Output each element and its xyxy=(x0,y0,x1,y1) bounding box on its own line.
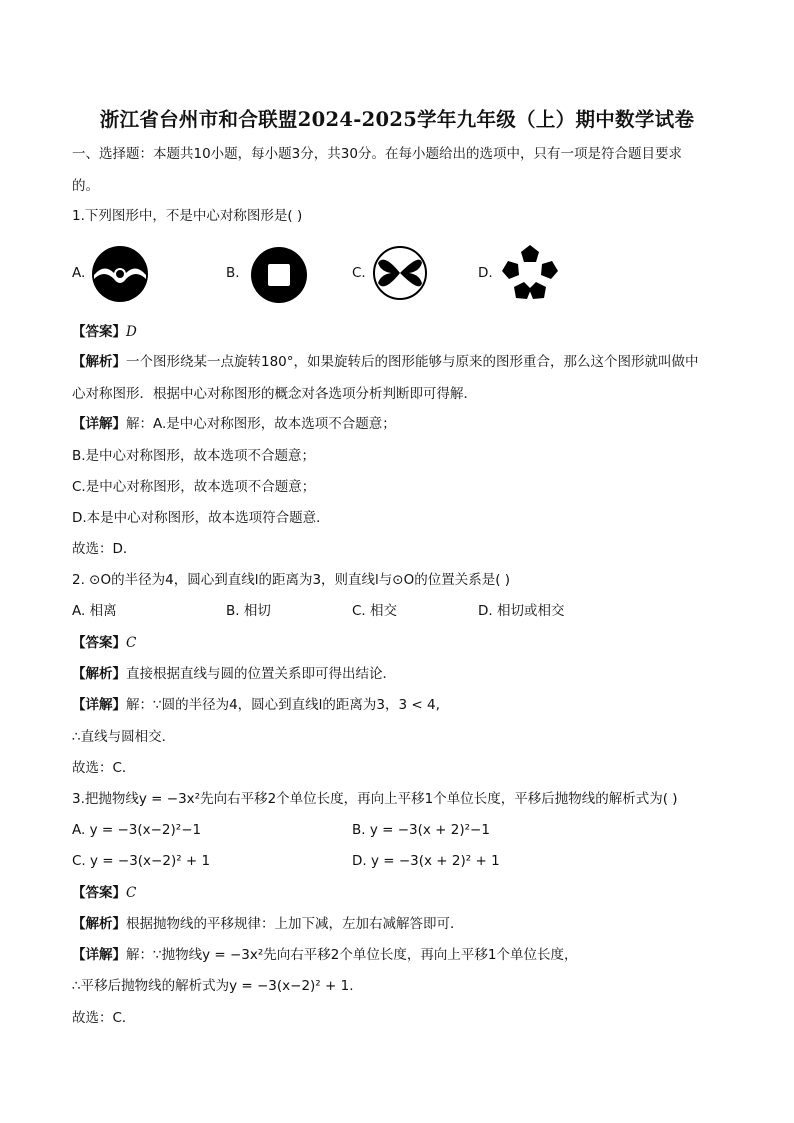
answer-value: C xyxy=(126,635,137,651)
answer-tag: 【答案】 xyxy=(72,885,126,901)
exam-title: 浙江省台州市和合联盟2024-2025学年九年级（上）期中数学试卷 xyxy=(99,108,695,131)
detail-text: 解：∵圆的半径为4，圆心到直线l的距离为3，3 < 4, xyxy=(126,697,440,713)
yin-yang-circle-figure xyxy=(90,245,150,303)
q1-option-b-label: B. xyxy=(226,265,240,281)
q1-detail-line4: D.本是中心对称图形，故本选项符合题意． xyxy=(72,510,330,526)
q2-choice: 故选：C． xyxy=(72,760,136,776)
q1-option-c-label: C. xyxy=(352,265,366,281)
detail-text: 解：∵抛物线y = −3x²先向右平移2个单位长度，再向上平移1个单位长度， xyxy=(126,947,578,963)
detail-tag: 【详解】 xyxy=(72,416,126,432)
q3-answer xyxy=(72,883,136,903)
q2-answer xyxy=(72,633,136,653)
answer-value: C xyxy=(126,885,137,901)
q1-detail-line1 xyxy=(72,414,396,434)
q1-answer xyxy=(72,322,137,342)
analysis-tag: 【解析】 xyxy=(72,354,126,370)
answer-tag: 【答案】 xyxy=(72,324,126,340)
detail-tag: 【详解】 xyxy=(72,947,126,963)
q2-option-c: C. 相交 xyxy=(352,603,398,619)
section-heading-line1: 一、选择题：本题共10小题，每小题3分，共30分。在每小题给出的选项中，只有一项是符合题目要求 xyxy=(72,146,682,162)
q2-option-d: D. 相切或相交 xyxy=(478,603,565,619)
q3-choice: 故选：C． xyxy=(72,1010,136,1026)
q3-option-c: C. y = −3(x−2)² + 1 xyxy=(72,853,211,869)
q3-option-b: B. y = −3(x + 2)²−1 xyxy=(352,822,490,838)
q1-detail-line3: C.是中心对称图形，故本选项不合题意； xyxy=(72,479,316,495)
analysis-tag: 【解析】 xyxy=(72,916,126,932)
q2-stem: 2. ⊙O的半径为4，圆心到直线l的距离为3，则直线l与⊙O的位置关系是( ) xyxy=(72,572,511,588)
q1-detail-line2: B.是中心对称图形，故本选项不合题意； xyxy=(72,448,316,464)
q3-stem: 3.把抛物线y = −3x²先向右平移2个单位长度，再向上平移1个单位长度，平移后抛物线的解析式为( ) xyxy=(72,791,678,807)
q2-option-b: B. 相切 xyxy=(226,603,271,619)
analysis-tag: 【解析】 xyxy=(72,666,126,682)
q3-detail-line2: ∴平移后抛物线的解析式为y = −3(x−2)² + 1. xyxy=(72,978,354,994)
q2-detail-line2: ∴直线与圆相交． xyxy=(72,729,176,745)
analysis-text: 直接根据直线与圆的位置关系即可得出结论． xyxy=(126,666,396,682)
analysis-text: 一个图形绕某一点旋转180°，如果旋转后的图形能够与原来的图形重合，那么这个图形就叫做中 xyxy=(126,354,699,370)
q3-detail-line1 xyxy=(72,945,577,965)
q3-analysis xyxy=(72,914,464,934)
q2-option-a: A. 相离 xyxy=(72,603,117,619)
q2-detail-line1 xyxy=(72,695,440,715)
five-pentagons-flower-figure xyxy=(500,243,560,301)
circle-with-four-petals-figure xyxy=(372,245,428,301)
analysis-text: 根据抛物线的平移规律：上加下减，左加右减解答即可． xyxy=(126,916,464,932)
answer-value: D xyxy=(126,324,137,340)
q1-stem: 1.下列图形中，不是中心对称图形是( ) xyxy=(72,208,303,224)
q2-analysis xyxy=(72,664,396,684)
q1-choice: 故选：D． xyxy=(72,541,137,557)
coin-with-square-hole-figure xyxy=(250,246,308,304)
q1-analysis-line2: 心对称图形．根据中心对称图形的概念对各选项分析判断即可得解． xyxy=(72,386,477,402)
detail-text: 解：A.是中心对称图形，故本选项不合题意； xyxy=(126,416,396,432)
section-heading-line2: 的。 xyxy=(72,178,99,194)
q1-option-d-label: D. xyxy=(478,265,493,281)
q1-option-a-label: A. xyxy=(72,265,86,281)
answer-tag: 【答案】 xyxy=(72,635,126,651)
q3-option-d: D. y = −3(x + 2)² + 1 xyxy=(352,853,500,869)
q3-option-a: A. y = −3(x−2)²−1 xyxy=(72,822,202,838)
q1-analysis-line1 xyxy=(72,352,699,372)
detail-tag: 【详解】 xyxy=(72,697,126,713)
